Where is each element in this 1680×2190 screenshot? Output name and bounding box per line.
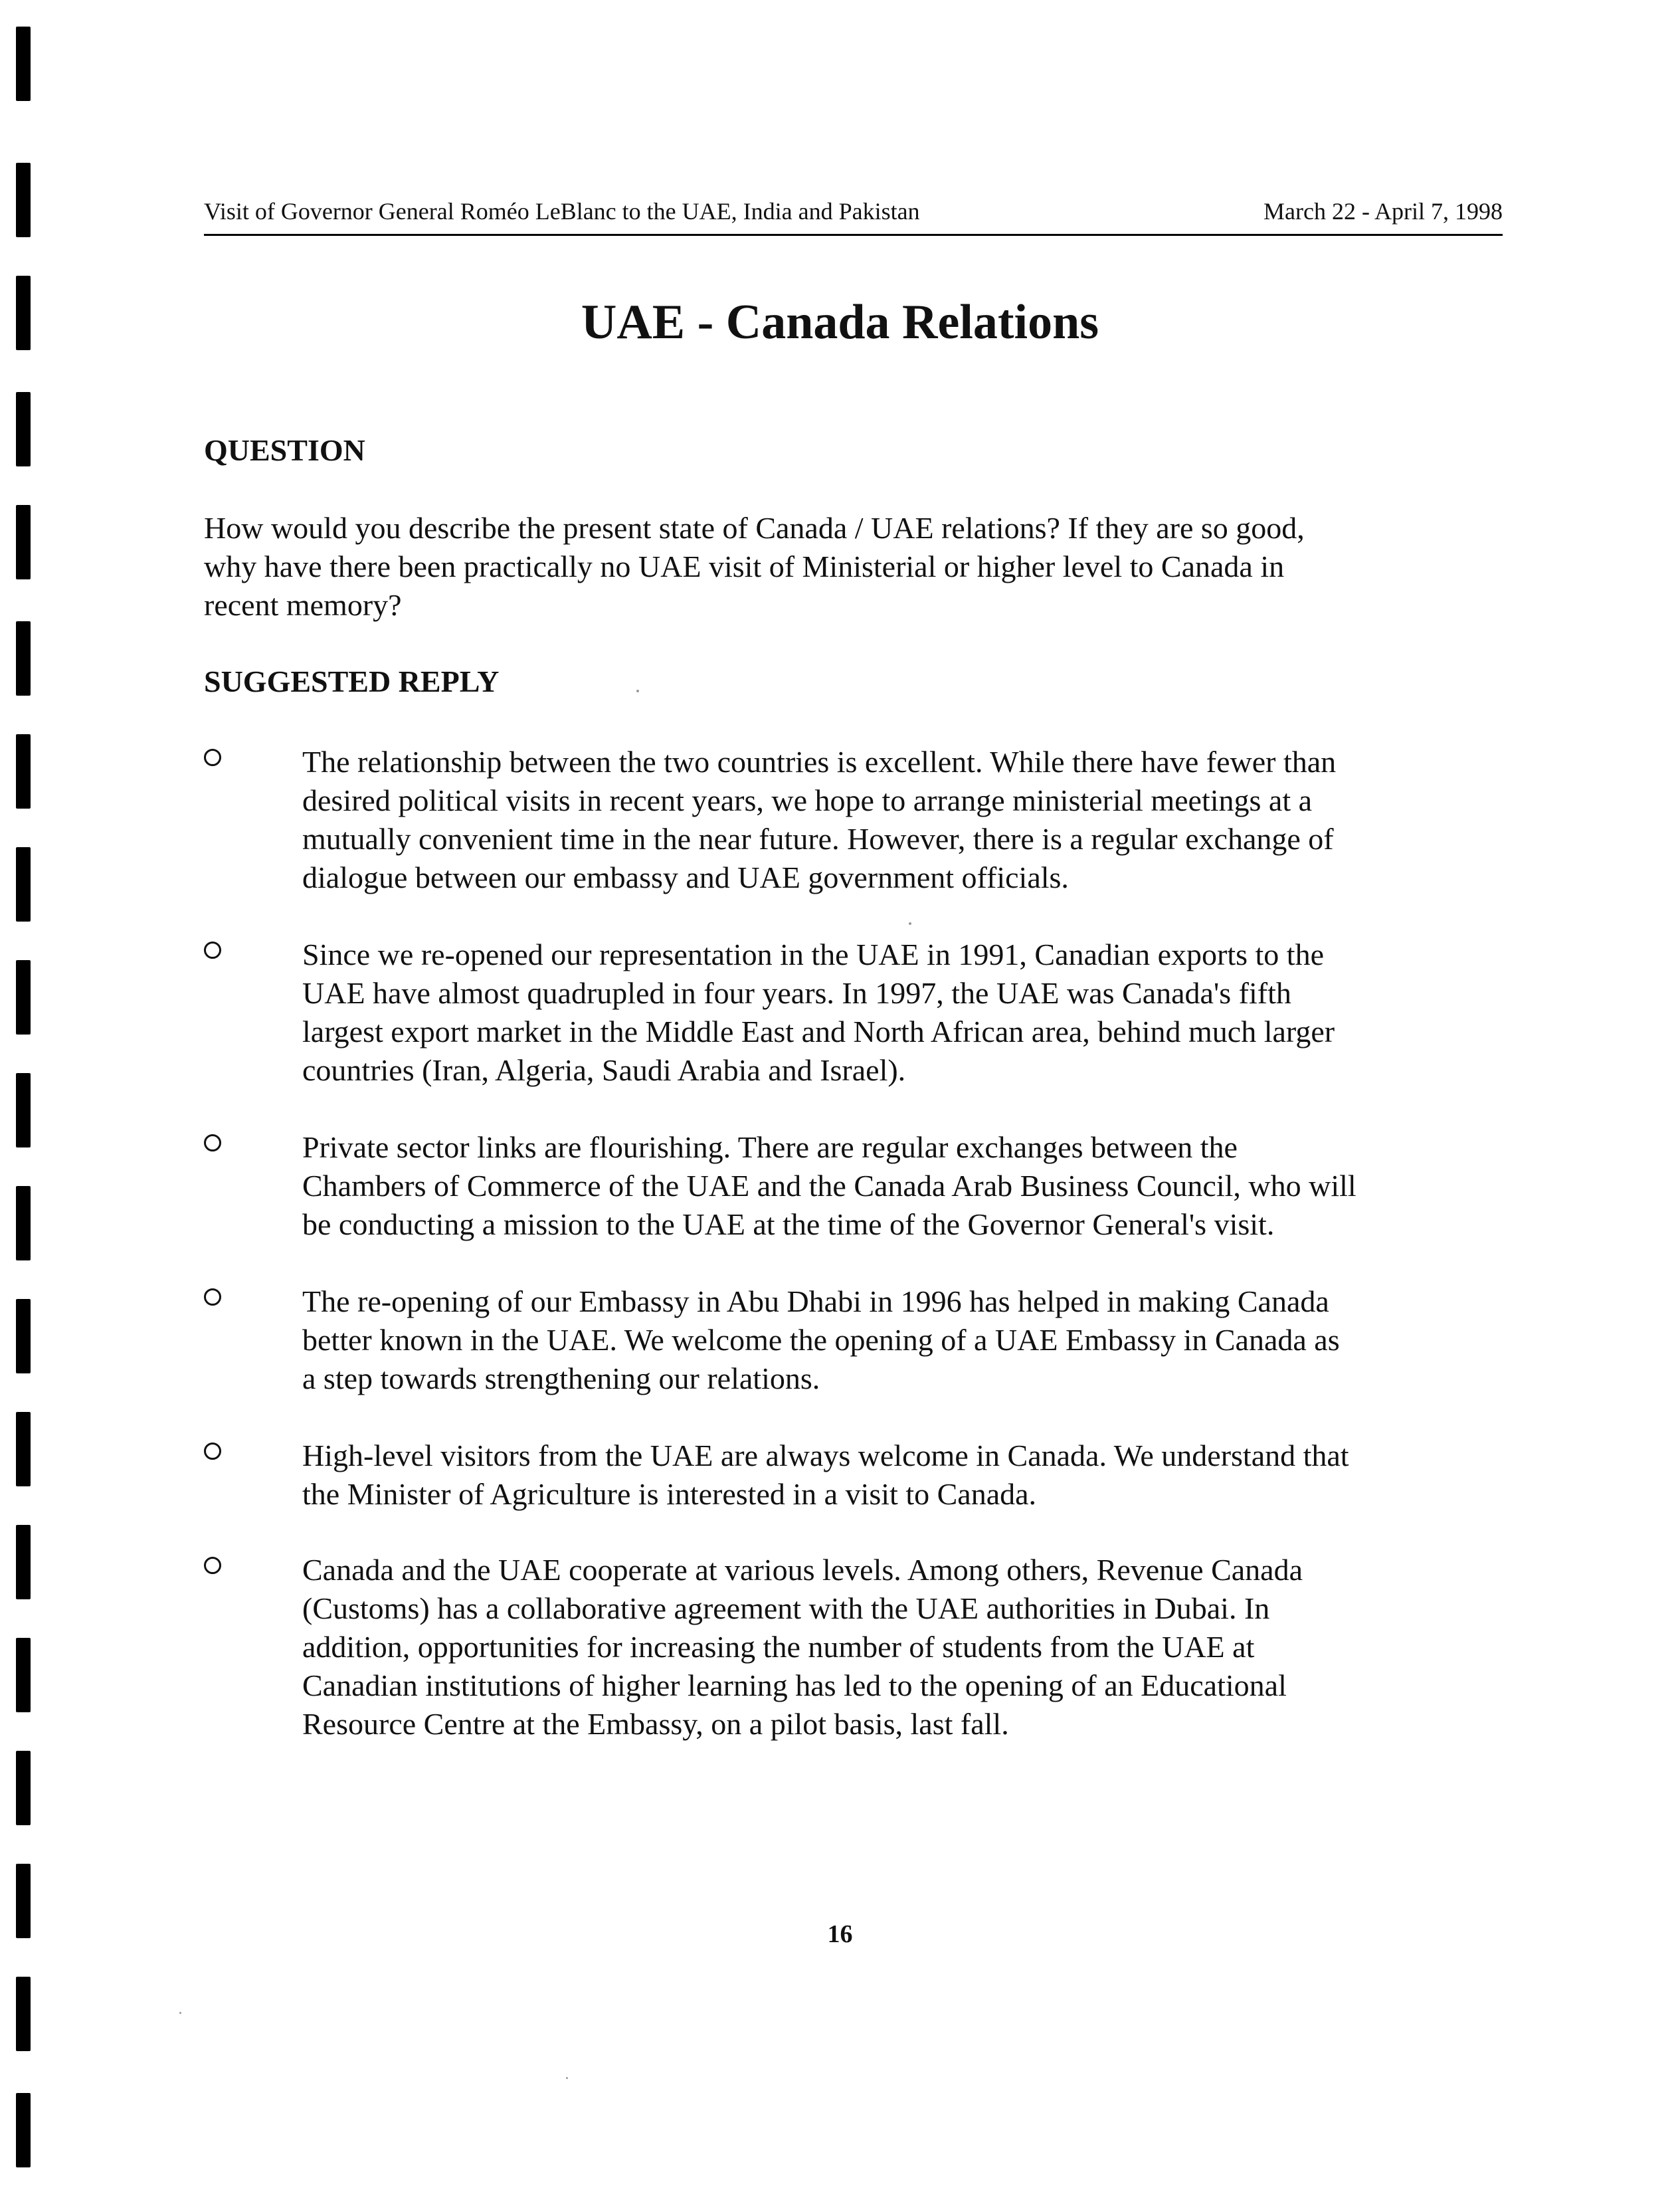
bullet-line: Resource Centre at the Embassy, on a pilot basis, last fall.: [302, 1707, 1009, 1741]
circle-bullet-icon: [204, 1288, 221, 1306]
bullet-line: largest export market in the Middle East and North African area, behind much larger: [302, 1015, 1335, 1048]
bullet-line: be conducting a mission to the UAE at the time of the Governor General's visit.: [302, 1207, 1275, 1241]
bullet-text: [302, 1437, 1518, 1514]
bullet-line: the Minister of Agriculture is interested in a visit to Canada.: [302, 1477, 1037, 1511]
question-line: How would you describe the present state of Canada / UAE relations? If they are so good,: [204, 511, 1305, 545]
bullet-line: High-level visitors from the UAE are always welcome in Canada. We understand that: [302, 1439, 1349, 1472]
bullet-text: [302, 1551, 1518, 1743]
circle-bullet-icon: [204, 1443, 221, 1460]
binding-mark: [16, 1186, 31, 1260]
bullet-line: better known in the UAE. We welcome the opening of a UAE Embassy in Canada as: [302, 1323, 1340, 1357]
binding-mark: [16, 505, 31, 579]
binding-mark: [16, 392, 31, 466]
bullet-line: Private sector links are flourishing. There are regular exchanges between the: [302, 1130, 1238, 1164]
bullet-line: dialogue between our embassy and UAE government officials.: [302, 860, 1069, 894]
binding-mark: [16, 1977, 31, 2051]
binding-mark: [16, 27, 31, 101]
bullet-text: [302, 1282, 1518, 1398]
bullet-line: a step towards strengthening our relations.: [302, 1361, 820, 1395]
question-line: why have there been practically no UAE visit of Ministerial or higher level to Canada in: [204, 549, 1285, 583]
running-header: [204, 197, 1503, 236]
question-line: recent memory?: [204, 588, 402, 622]
binding-mark: [16, 960, 31, 1035]
scan-speck: [636, 690, 639, 692]
binding-mark: [16, 1299, 31, 1373]
bullet-line: Canada and the UAE cooperate at various levels. Among others, Revenue Canada: [302, 1553, 1303, 1587]
bullet-line: desired political visits in recent years, we hope to arrange ministerial meetings at a: [302, 783, 1313, 817]
circle-bullet-icon: [204, 1557, 221, 1574]
binding-mark: [16, 163, 31, 237]
header-trip-title: Visit of Governor General Roméo LeBlanc to the UAE, India and Pakistan: [204, 198, 920, 225]
bullet-line: UAE have almost quadrupled in four years. In 1997, the UAE was Canada's fifth: [302, 976, 1291, 1010]
binding-mark: [16, 1751, 31, 1825]
binding-mark: [16, 621, 31, 696]
bullet-line: (Customs) has a collaborative agreement with the UAE authorities in Dubai. In: [302, 1591, 1270, 1625]
bullet-line: Chambers of Commerce of the UAE and the Canada Arab Business Council, who will: [302, 1169, 1356, 1203]
binding-mark: [16, 1638, 31, 1712]
suggested-reply-heading: SUGGESTED REPLY: [204, 664, 500, 698]
header-date-range: March 22 - April 7, 1998: [1263, 198, 1503, 225]
circle-bullet-icon: [204, 1134, 221, 1151]
scan-speck: [566, 2077, 568, 2079]
binding-mark: [16, 1525, 31, 1599]
bullet-line: Canadian institutions of higher learning has led to the opening of an Educational: [302, 1668, 1287, 1702]
circle-bullet-icon: [204, 749, 221, 766]
bullet-line: Since we re-opened our representation in the UAE in 1991, Canadian exports to the: [302, 938, 1324, 971]
bullet-text: [302, 1128, 1518, 1244]
bullet-line: countries (Iran, Algeria, Saudi Arabia and Israel).: [302, 1053, 906, 1087]
scan-speck: [909, 922, 911, 925]
bullet-text: [302, 936, 1518, 1090]
binding-mark: [16, 2093, 31, 2167]
binding-mark: [16, 1073, 31, 1147]
bullet-text: [302, 743, 1518, 897]
page-title: UAE - Canada Relations: [581, 295, 1099, 349]
scan-speck: [179, 2012, 181, 2014]
question-heading: QUESTION: [204, 433, 365, 467]
bullet-line: addition, opportunities for increasing the number of students from the UAE at: [302, 1630, 1255, 1664]
bullet-line: The re-opening of our Embassy in Abu Dhabi in 1996 has helped in making Canada: [302, 1284, 1329, 1318]
bullet-line: The relationship between the two countries is excellent. While there have fewer than: [302, 745, 1337, 779]
question-text: [204, 509, 1506, 625]
binding-mark: [16, 1412, 31, 1486]
circle-bullet-icon: [204, 942, 221, 959]
bullet-line: mutually convenient time in the near future. However, there is a regular exchange of: [302, 822, 1334, 856]
binding-mark: [16, 734, 31, 809]
binding-mark: [16, 847, 31, 922]
page-number: 16: [827, 1920, 853, 1948]
